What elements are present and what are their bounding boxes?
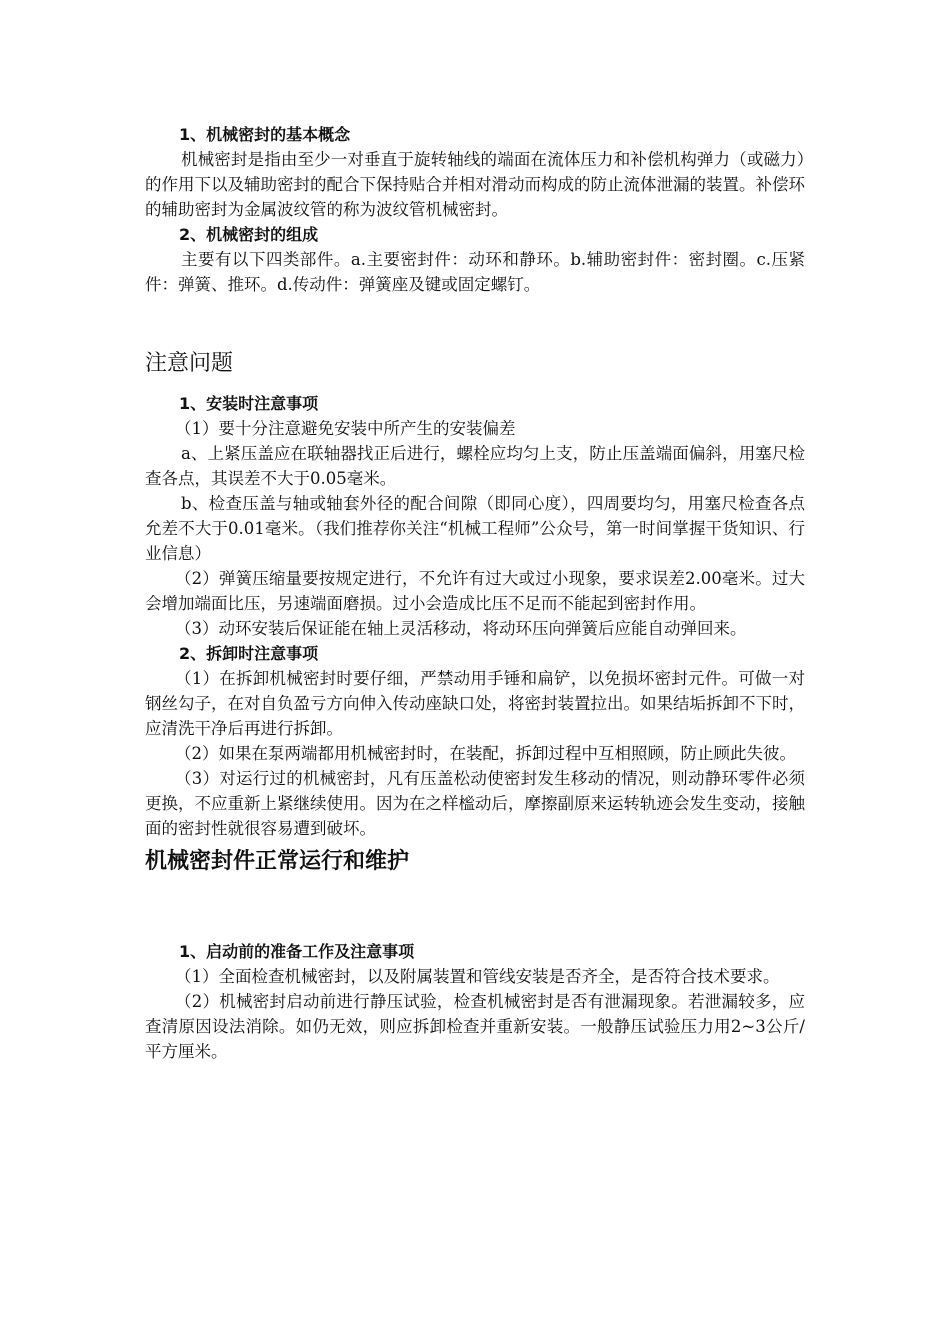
operation-maintenance-title: 机械密封件正常运行和维护 (145, 849, 410, 874)
disassembly-item-2: （2）如果在泵两端都用机械密封时，在装配，拆卸过程中互相照顾，防止顾此失彼。 (175, 744, 796, 763)
section-composition-heading: 2、机械密封的组成 (179, 225, 319, 244)
section-basic-concept-heading: 1、机械密封的基本概念 (179, 125, 351, 144)
composition-paragraph: 主要有以下四类部件。a.主要密封件：动环和静环。b.辅助密封件：密封圈。c.压紧件：弹簧、推环。d.传动件：弹簧座及键或固定螺钉。 (145, 250, 805, 294)
install-item-b: b、检查压盖与轴或轴套外径的配合间隙（即同心度），四周要均匀，用塞尺检查各点允差不大于0.01毫米。（我们推荐你关注“机械工程师”公众号，第一时间掌握干货知识、行业信息） (145, 494, 805, 563)
startup-item-1: （1）全面检查机械密封，以及附属装置和管线安装是否齐全，是否符合技术要求。 (175, 967, 780, 986)
disassembly-notes-heading: 2、拆卸时注意事项 (179, 644, 319, 663)
basic-concept-paragraph: 机械密封是指由至少一对垂直于旋转轴线的端面在流体压力和补偿机构弹力（或磁力）的作用下以及辅助密封的配合下保持贴合并相对滑动而构成的防止流体泄漏的装置。补偿环的辅助密封为金属波纹管的称为波纹管机械密封。 (145, 150, 805, 219)
attention-title: 注意问题 (145, 351, 234, 376)
startup-item-2: （2）机械密封启动前进行静压试验，检查机械密封是否有泄漏现象。若泄漏较多，应查清原因设法消除。如仍无效，则应拆卸检查并重新安装。一般静压试验压力用2~3公斤/平方厘米。 (145, 992, 805, 1061)
install-item-3: （3）动环安装后保证能在轴上灵活移动，将动环压向弹簧后应能自动弹回来。 (175, 619, 747, 638)
disassembly-item-1: （1）在拆卸机械密封时要仔细，严禁动用手锤和扁铲，以免损坏密封元件。可做一对钢丝勾子，在对自负盈亏方向伸入传动座缺口处，将密封装置拉出。如果结垢拆卸不下时，应清洗干净后再进行拆卸。 (145, 669, 805, 738)
startup-prep-heading: 1、启动前的准备工作及注意事项 (179, 942, 415, 961)
install-notes-heading: 1、安装时注意事项 (179, 394, 319, 413)
install-item-2: （2）弹簧压缩量要按规定进行，不允许有过大或过小现象，要求误差2.00毫米。过大会增加端面比压，另速端面磨损。过小会造成比压不足而不能起到密封作用。 (145, 569, 805, 613)
install-item-a: a、上紧压盖应在联轴器找正后进行，螺栓应均匀上支，防止压盖端面偏斜，用塞尺检查各点，其误差不大于0.05毫米。 (145, 444, 805, 488)
install-item-1: （1）要十分注意避免安装中所产生的安装偏差 (175, 419, 516, 438)
disassembly-item-3: （3）对运行过的机械密封，凡有压盖松动使密封发生移动的情况，则动静环零件必须更换，不应重新上紧继续使用。因为在之样榓动后，摩擦副原来运转轨迹会发生变动，接触面的密封性就很容易遭到破坏。 (145, 769, 805, 838)
document-body (145, 122, 805, 1064)
